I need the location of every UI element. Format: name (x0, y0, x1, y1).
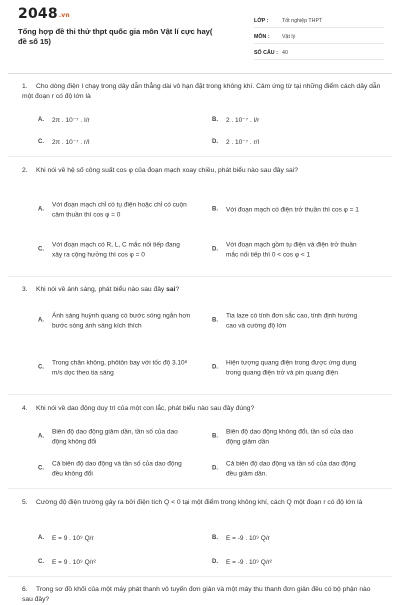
option-text: 2π . 10⁻⁷ . I/r (52, 117, 90, 124)
option-2c[interactable] (38, 232, 198, 268)
option-2d[interactable] (212, 232, 377, 268)
question-stem: Cho dòng điện I chạy trong dây dẫn thẳng dài vô hạn đặt trong không khí. Cảm ứng từ tại những điểm cách dây dẫn một đoạn r có độ lớn là (22, 83, 381, 100)
question-number: 6. (22, 586, 28, 593)
option-text: Với đoạn mạch có R, L, C mắc nối tiếp đang xảy ra cộng hưởng thì cos φ = 0 (52, 241, 180, 258)
question-4-text (22, 404, 382, 414)
option-text: E = -9 . 10⁹ Q/r (226, 535, 270, 542)
option-text: 2 . 10⁻⁷ . r/I (226, 139, 260, 146)
option-text: Với đoạn mạch có điện trở thuần thì cos φ = 1 (226, 206, 359, 214)
question-emphasis: sai (166, 286, 176, 293)
option-label: D. (212, 246, 218, 253)
option-text: Tia laze có tính đơn sắc cao, tính định hướng cao và cường độ lớn (226, 312, 358, 329)
question-stem: Khi nói về dao động duy trì của một con lắc, phát biểu nào sau đây đúng? (36, 405, 255, 412)
option-3b[interactable] (212, 306, 377, 336)
option-label: C. (38, 139, 44, 145)
option-text: Ánh sáng huỳnh quang có bước sóng ngắn hơn bước sóng ánh sáng kích thích (52, 312, 191, 329)
question-number: 1. (22, 83, 28, 90)
meta-row-subject (254, 30, 384, 44)
document-header (0, 0, 400, 68)
option-label: D. (212, 465, 218, 472)
option-text: E = -9 . 10⁹ Q/r² (226, 559, 272, 566)
question-number: 4. (22, 405, 28, 412)
option-3c[interactable] (38, 350, 203, 386)
option-text: Cả biên độ dao động và tần số của dao động đều giảm dần. (226, 460, 356, 477)
question-number: 2. (22, 167, 28, 174)
option-text: Với đoạn mạch gồm tụ điện và điện trở thuần mắc nối tiếp thì 0 < cos φ < 1 (226, 241, 357, 258)
option-5b[interactable] (212, 534, 362, 544)
option-text: Với đoạn mạch chỉ có tụ điện hoặc chỉ có cuộn cảm thuần thì cos φ = 0 (52, 201, 187, 218)
option-text: 2 . 10⁻⁷ . I/r (226, 117, 260, 124)
option-1d[interactable] (212, 138, 362, 148)
question-divider (8, 576, 392, 577)
meta-key: MÔN : (254, 33, 270, 40)
option-label: B. (212, 317, 218, 324)
option-label: B. (212, 206, 218, 213)
option-text: Cả biên độ dao động và tần số của dao động đều không đổi (52, 460, 182, 477)
meta-key: SỐ CÂU : (254, 49, 278, 56)
question-stem: Khi nói về ánh sáng, phát biểu nào sau đây (36, 286, 167, 293)
meta-value: Vật lý (282, 33, 296, 40)
option-label: C. (38, 246, 44, 253)
option-3a[interactable] (38, 302, 203, 340)
option-text: Trong chân không, phôtôn bay với tốc độ 3.10⁸ m/s dọc theo tia sáng (52, 359, 188, 376)
option-label: A. (38, 117, 44, 123)
document-meta (254, 14, 384, 62)
option-label: C. (38, 559, 44, 565)
option-text: Hiện tượng quang điện trong được ứng dụng trong quang điện trở và pin quang điện (226, 359, 357, 376)
option-label: B. (212, 117, 218, 123)
option-label: A. (38, 317, 44, 324)
option-2a[interactable] (38, 196, 198, 224)
option-1c[interactable] (38, 138, 188, 148)
option-5c[interactable] (38, 558, 188, 568)
question-3-text (22, 285, 382, 295)
site-logo[interactable] (18, 6, 70, 22)
option-label: B. (212, 535, 218, 541)
option-label: A. (38, 535, 44, 541)
option-5d[interactable] (212, 558, 362, 568)
header-divider (8, 73, 392, 74)
option-label: A. (38, 206, 44, 213)
option-4d[interactable] (212, 456, 377, 482)
option-label: C. (38, 364, 44, 371)
option-label: D. (212, 139, 218, 145)
logo-suffix: .vn (58, 12, 70, 19)
meta-value: 40 (282, 49, 288, 56)
option-text: E = 9 . 10⁹ Q/r (52, 535, 94, 542)
logo-text: 2048 (18, 6, 58, 22)
option-label: D. (212, 559, 218, 565)
option-text: 2π . 10⁻⁷ . r/I (52, 139, 90, 146)
question-5-text (22, 498, 382, 508)
question-divider (8, 394, 392, 395)
meta-key: LỚP : (254, 17, 269, 24)
option-label: D. (212, 364, 218, 371)
option-label: C. (38, 465, 44, 472)
option-3d[interactable] (212, 350, 377, 386)
question-stem: Khi nói về hệ số công suất cos φ của đoạn mạch xoay chiều, phát biểu nào sau đây sai? (36, 167, 298, 174)
option-5a[interactable] (38, 534, 188, 544)
question-number: 5. (22, 499, 28, 506)
option-4c[interactable] (38, 456, 203, 482)
option-label: B. (212, 433, 218, 440)
question-1-text (22, 82, 382, 102)
option-4a[interactable] (38, 424, 203, 450)
question-divider (8, 276, 392, 277)
meta-row-class (254, 14, 384, 28)
option-text: E = 9 . 10⁹ Q/r² (52, 559, 96, 566)
option-1a[interactable] (38, 116, 188, 126)
option-text: Biên độ dao động không đổi, tần số của dao động giảm dần (226, 428, 354, 445)
question-stem: Cường độ điện trường gây ra bởi điện tích Q < 0 tại một điểm trong không khí, cách Q một đoạn r có độ lớn là (36, 499, 363, 506)
question-stem: Trong sơ đồ khối của một máy phát thanh vô tuyến đơn giản và một máy thu thanh đơn giản đều có bộ phận nào sau đây? (22, 586, 371, 603)
meta-value: Tốt nghiệp THPT (282, 17, 323, 24)
option-1b[interactable] (212, 116, 362, 126)
option-4b[interactable] (212, 424, 377, 450)
option-text: Biên độ dao động giảm dần, tần số của dao động không đổi (52, 428, 178, 445)
question-6-text (22, 585, 382, 605)
option-2b[interactable] (212, 196, 377, 224)
meta-row-count (254, 46, 384, 60)
question-number: 3. (22, 286, 28, 293)
question-2-text (22, 166, 382, 176)
option-label: A. (38, 433, 44, 440)
question-divider (8, 156, 392, 157)
question-divider (8, 488, 392, 489)
question-stem-end: ? (175, 286, 180, 293)
document-title: Tổng hợp đề thi thử thpt quốc gia môn Vật lí cực hay( đề số 15) (18, 27, 213, 46)
